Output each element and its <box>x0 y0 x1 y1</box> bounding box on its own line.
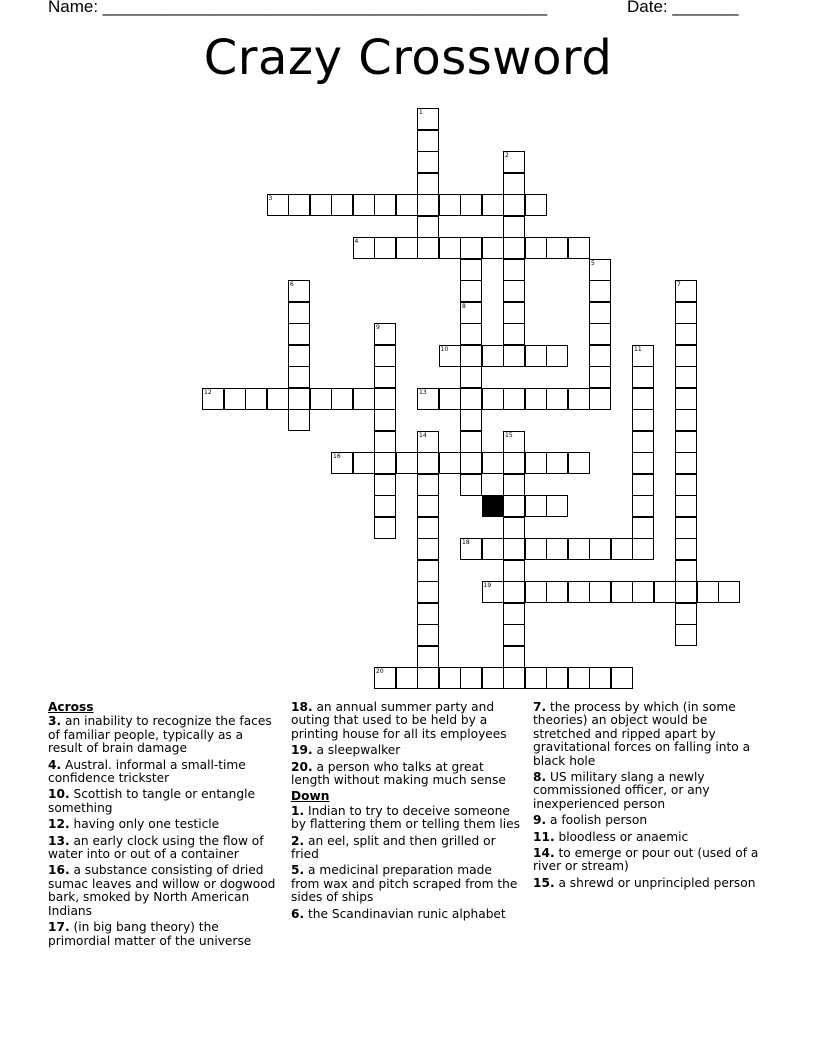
grid-cell[interactable] <box>503 216 525 238</box>
grid-cell[interactable] <box>460 345 482 367</box>
grid-cell[interactable] <box>503 388 525 410</box>
grid-cell[interactable] <box>331 194 353 216</box>
clue-text: to emerge or pour out (used of a river or stream) <box>533 846 759 874</box>
clue-number: 16. <box>48 863 70 878</box>
clue-number: 6. <box>291 906 305 921</box>
grid-cell[interactable] <box>267 388 289 410</box>
grid-cell[interactable] <box>503 323 525 345</box>
grid-cell[interactable] <box>288 194 310 216</box>
grid-cell[interactable] <box>482 194 504 216</box>
grid-cell[interactable] <box>417 560 439 582</box>
clue-number-label: 17 <box>483 496 492 503</box>
clue-item <box>291 864 523 904</box>
grid-cell[interactable] <box>589 667 611 689</box>
grid-cell[interactable] <box>632 366 654 388</box>
grid-cell[interactable] <box>503 280 525 302</box>
grid-cell[interactable] <box>589 345 611 367</box>
clue-number: 3. <box>48 714 62 729</box>
clue-item <box>48 715 280 755</box>
grid-cell[interactable] <box>503 667 525 689</box>
grid-cell[interactable] <box>611 581 633 603</box>
grid-cell[interactable] <box>460 194 482 216</box>
clue-text: an early clock using the flow of water into or out of a container <box>48 833 264 862</box>
across-heading: Across <box>48 700 94 714</box>
clue-column-3 <box>533 701 765 893</box>
grid-cell[interactable] <box>675 495 697 517</box>
grid-cell[interactable] <box>417 452 439 474</box>
grid-cell[interactable] <box>439 194 461 216</box>
clue-item <box>533 771 765 811</box>
grid-cell[interactable] <box>675 302 697 324</box>
name-field[interactable]: Name: _______________________________________________ <box>48 0 548 16</box>
grid-cell[interactable] <box>460 237 482 259</box>
clue-number: 11. <box>533 829 555 844</box>
clue-number-label: 19 <box>483 582 492 589</box>
grid-cell[interactable] <box>374 474 396 496</box>
clue-item <box>533 877 765 890</box>
grid-cell[interactable] <box>460 259 482 281</box>
grid-cell[interactable] <box>417 538 439 560</box>
clue-text: a person who talks at great length without making much sense <box>291 759 506 788</box>
grid-cell[interactable] <box>503 237 525 259</box>
grid-cell[interactable] <box>374 237 396 259</box>
grid-cell[interactable] <box>374 495 396 517</box>
grid-cell[interactable] <box>525 581 547 603</box>
grid-cell[interactable] <box>417 216 439 238</box>
grid-cell[interactable] <box>675 560 697 582</box>
grid-cell[interactable] <box>353 452 375 474</box>
clue-number: 1. <box>291 803 305 818</box>
grid-cell[interactable] <box>675 581 697 603</box>
grid-cell[interactable] <box>396 452 418 474</box>
grid-cell[interactable] <box>546 345 568 367</box>
grid-cell[interactable] <box>417 517 439 539</box>
grid-cell[interactable] <box>632 388 654 410</box>
grid-cell[interactable] <box>310 388 332 410</box>
clue-item <box>291 761 523 788</box>
grid-cell[interactable] <box>525 237 547 259</box>
grid-cell[interactable] <box>460 280 482 302</box>
grid-cell[interactable] <box>396 194 418 216</box>
grid-cell[interactable] <box>568 452 590 474</box>
clue-number: 18. <box>291 700 313 714</box>
clue-number-label: 4 <box>354 238 359 245</box>
grid-cell[interactable] <box>503 259 525 281</box>
grid-cell[interactable] <box>417 173 439 195</box>
grid-cell[interactable] <box>568 237 590 259</box>
grid-cell[interactable] <box>589 388 611 410</box>
grid-cell[interactable] <box>675 323 697 345</box>
across-clue-list <box>48 715 280 948</box>
grid-cell[interactable] <box>417 624 439 646</box>
page-title: Crazy Crossword <box>203 30 613 86</box>
clue-item <box>291 835 523 862</box>
clue-text: a medicinal preparation made from wax and pitch scraped from the sides of ships <box>291 863 518 905</box>
grid-cell[interactable] <box>396 237 418 259</box>
grid-cell[interactable] <box>632 538 654 560</box>
clue-number: 13. <box>48 833 70 848</box>
clue-item <box>48 788 280 815</box>
down-heading: Down <box>291 789 330 804</box>
across-clue-list-continued <box>291 701 523 787</box>
grid-cell[interactable] <box>417 151 439 173</box>
grid-cell[interactable] <box>460 474 482 496</box>
grid-cell[interactable] <box>589 538 611 560</box>
grid-cell[interactable] <box>417 495 439 517</box>
grid-cell[interactable] <box>503 538 525 560</box>
clue-item <box>533 831 765 844</box>
grid-cell[interactable] <box>568 581 590 603</box>
clue-number: 14. <box>533 846 555 861</box>
grid-cell[interactable] <box>288 409 310 431</box>
clue-number-label: 7 <box>677 281 681 288</box>
grid-cell[interactable] <box>374 452 396 474</box>
clue-item <box>291 805 523 832</box>
grid-cell[interactable] <box>417 581 439 603</box>
grid-cell[interactable] <box>503 624 525 646</box>
grid-cell[interactable] <box>589 280 611 302</box>
clue-number: 2. <box>291 833 305 848</box>
clue-number-label: 3 <box>268 195 273 202</box>
grid-cell[interactable] <box>396 667 418 689</box>
grid-cell[interactable] <box>288 388 310 410</box>
clue-item <box>291 744 523 757</box>
clue-item <box>48 818 280 831</box>
grid-cell[interactable] <box>482 538 504 560</box>
grid-cell[interactable] <box>417 603 439 625</box>
grid-cell[interactable] <box>632 431 654 453</box>
clue-item <box>533 814 765 827</box>
grid-cell[interactable] <box>503 474 525 496</box>
grid-cell[interactable] <box>503 603 525 625</box>
clue-text: Scottish to tangle or entangle something <box>48 787 255 815</box>
clue-number-label: 12 <box>204 388 212 396</box>
clue-item <box>291 701 523 741</box>
clue-number-label: 14 <box>419 431 427 439</box>
grid-cell[interactable] <box>417 237 439 259</box>
grid-cell[interactable] <box>525 388 547 410</box>
grid-cell[interactable] <box>718 581 740 603</box>
clue-number: 12. <box>48 817 70 832</box>
grid-cell[interactable] <box>503 560 525 582</box>
clue-text: the process by which (in some theories) an object would be stretched and ripped apart by gravitational forces on falling into a black hole <box>533 700 751 768</box>
clue-item <box>48 864 280 918</box>
grid-cell[interactable] <box>288 366 310 388</box>
grid-cell[interactable] <box>460 452 482 474</box>
grid-cell[interactable] <box>374 345 396 367</box>
grid-cell[interactable] <box>288 345 310 367</box>
clue-number-label: 11 <box>634 345 642 353</box>
clue-number-label: 6 <box>290 281 294 288</box>
grid-cell[interactable] <box>589 581 611 603</box>
clue-text: an annual summer party and outing that used to be held by a printing house for all its employees <box>291 700 507 741</box>
grid-cell[interactable] <box>417 646 439 668</box>
grid-cell[interactable] <box>546 538 568 560</box>
grid-cell[interactable] <box>374 431 396 453</box>
clue-column-2 <box>291 701 523 924</box>
grid-cell[interactable] <box>288 302 310 324</box>
grid-cell[interactable] <box>525 538 547 560</box>
grid-cell[interactable] <box>331 388 353 410</box>
clue-number-label: 8 <box>462 302 466 310</box>
grid-cell[interactable] <box>417 194 439 216</box>
grid-cell[interactable] <box>611 538 633 560</box>
grid-cell[interactable] <box>546 581 568 603</box>
clue-text: having only one testicle <box>69 817 220 832</box>
grid-cell[interactable] <box>503 302 525 324</box>
grid-cell[interactable] <box>675 388 697 410</box>
clue-item <box>533 847 765 874</box>
grid-cell[interactable] <box>675 538 697 560</box>
clue-text: an eel, split and then grilled or fried <box>291 833 496 862</box>
grid-cell[interactable] <box>546 667 568 689</box>
grid-cell[interactable] <box>439 237 461 259</box>
grid-cell[interactable] <box>310 194 332 216</box>
clue-column-1 <box>48 701 280 951</box>
grid-cell[interactable] <box>546 388 568 410</box>
grid-cell[interactable] <box>675 431 697 453</box>
grid-cell[interactable] <box>503 517 525 539</box>
grid-cell[interactable] <box>417 130 439 152</box>
down-clue-list-continued <box>533 701 765 890</box>
grid-cell[interactable] <box>503 452 525 474</box>
grid-cell[interactable] <box>417 474 439 496</box>
grid-cell[interactable] <box>632 452 654 474</box>
grid-cell[interactable] <box>568 538 590 560</box>
grid-cell[interactable] <box>675 366 697 388</box>
clue-text: a sleepwalker <box>312 743 401 758</box>
clue-number-label: 10 <box>440 345 449 353</box>
clue-number: 5. <box>291 863 305 878</box>
grid-cell[interactable] <box>525 667 547 689</box>
grid-cell[interactable] <box>632 581 654 603</box>
grid-cell[interactable] <box>525 345 547 367</box>
grid-cell[interactable] <box>503 194 525 216</box>
clue-number: 19. <box>291 743 313 758</box>
clue-number: 8. <box>533 770 547 785</box>
grid-cell[interactable] <box>503 646 525 668</box>
grid-cell[interactable] <box>654 581 676 603</box>
grid-cell[interactable] <box>503 173 525 195</box>
clue-text: US military slang a newly commissioned officer, or any inexperienced person <box>533 770 710 811</box>
date-field[interactable]: Date: _______ <box>627 0 739 16</box>
grid-cell[interactable] <box>611 667 633 689</box>
grid-cell[interactable] <box>482 452 504 474</box>
grid-cell[interactable] <box>632 474 654 496</box>
down-clue-list <box>291 805 523 921</box>
clue-number: 10. <box>48 787 70 802</box>
grid-cell[interactable] <box>460 366 482 388</box>
grid-cell[interactable] <box>675 409 697 431</box>
grid-cell[interactable] <box>374 366 396 388</box>
clue-text: a shrewd or unprincipled person <box>554 875 756 890</box>
grid-cell[interactable] <box>482 388 504 410</box>
grid-cell[interactable] <box>460 431 482 453</box>
grid-cell[interactable] <box>460 409 482 431</box>
clue-item <box>48 759 280 786</box>
grid-cell[interactable] <box>417 667 439 689</box>
clue-number-label: 20 <box>376 668 384 675</box>
clue-text: bloodless or anaemic <box>554 829 689 844</box>
clue-number: 15. <box>533 875 555 890</box>
clue-item <box>48 835 280 862</box>
grid-cell[interactable] <box>546 237 568 259</box>
clue-number-label: 16 <box>333 453 341 460</box>
grid-cell[interactable] <box>589 366 611 388</box>
grid-cell[interactable] <box>675 517 697 539</box>
clue-number-label: 2 <box>505 152 509 159</box>
grid-cell[interactable] <box>632 409 654 431</box>
grid-cell[interactable] <box>546 452 568 474</box>
grid-cell[interactable] <box>675 345 697 367</box>
clue-number-label: 15 <box>505 431 513 439</box>
grid-cell[interactable] <box>353 194 375 216</box>
grid-cell[interactable] <box>439 452 461 474</box>
grid-cell[interactable] <box>245 388 267 410</box>
grid-cell[interactable] <box>503 581 525 603</box>
grid-cell[interactable] <box>546 495 568 517</box>
grid-cell[interactable] <box>632 517 654 539</box>
clue-number-label: 13 <box>419 388 427 396</box>
clue-text: Austral. informal a small-time confidence trickster <box>48 757 246 786</box>
clue-number-label: 5 <box>591 259 595 267</box>
clue-item <box>533 701 765 768</box>
grid-cell[interactable] <box>288 323 310 345</box>
clue-text: Indian to try to deceive someone by flattering them or telling them lies <box>291 803 520 832</box>
clue-text: an inability to recognize the faces of familiar people, typically as a result of brain damage <box>48 714 272 756</box>
grid-cell[interactable] <box>439 388 461 410</box>
clue-text: the Scandinavian runic alphabet <box>304 906 506 921</box>
grid-cell[interactable] <box>568 388 590 410</box>
grid-cell[interactable] <box>224 388 246 410</box>
grid-cell[interactable] <box>589 302 611 324</box>
clue-item <box>48 921 280 948</box>
clue-number: 17. <box>48 920 70 935</box>
grid-cell[interactable] <box>482 345 504 367</box>
clue-text: a foolish person <box>546 813 648 828</box>
grid-cell[interactable] <box>525 495 547 517</box>
grid-cell[interactable] <box>675 452 697 474</box>
grid-cell[interactable] <box>374 517 396 539</box>
grid-cell[interactable] <box>460 388 482 410</box>
grid-cell[interactable] <box>482 237 504 259</box>
clue-item <box>291 908 523 921</box>
grid-cell[interactable] <box>353 388 375 410</box>
grid-cell[interactable] <box>439 667 461 689</box>
clue-number-label: 1 <box>419 109 423 116</box>
clue-number-label: 18 <box>462 539 470 546</box>
clue-number: 7. <box>533 700 547 714</box>
clue-number: 9. <box>533 813 547 828</box>
grid-cell[interactable] <box>697 581 719 603</box>
clue-text: (in big bang theory) the primordial matter of the universe <box>48 920 252 948</box>
clue-number-label: 9 <box>376 324 380 331</box>
grid-cell[interactable] <box>525 194 547 216</box>
grid-cell[interactable] <box>460 323 482 345</box>
clue-text: a substance consisting of dried sumac leaves and willow or dogwood bark, smoked by North American Indians <box>48 863 276 918</box>
grid-cell[interactable] <box>525 452 547 474</box>
grid-cell[interactable] <box>374 409 396 431</box>
grid-cell[interactable] <box>503 345 525 367</box>
clue-number: 4. <box>48 757 62 772</box>
grid-cell[interactable] <box>460 667 482 689</box>
grid-cell[interactable] <box>675 474 697 496</box>
grid-cell[interactable] <box>482 667 504 689</box>
grid-cell[interactable] <box>503 495 525 517</box>
grid-cell[interactable] <box>374 388 396 410</box>
grid-cell[interactable] <box>675 624 697 646</box>
grid-cell[interactable] <box>675 603 697 625</box>
grid-cell[interactable] <box>374 194 396 216</box>
clue-number: 20. <box>291 759 313 774</box>
grid-cell[interactable] <box>589 323 611 345</box>
grid-cell[interactable] <box>568 667 590 689</box>
grid-cell[interactable] <box>632 495 654 517</box>
